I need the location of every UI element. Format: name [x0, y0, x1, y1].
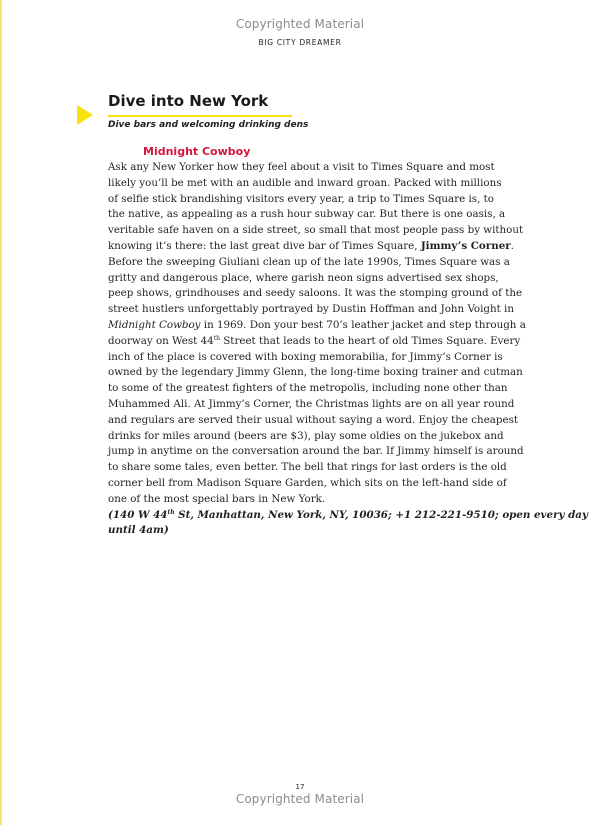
section-arrow-icon	[77, 105, 93, 125]
body-line: one of the most special bars in New York.	[108, 492, 326, 505]
address-text-run: (140 W 44	[108, 508, 168, 521]
film-title: Midnight Cowboy	[108, 318, 201, 331]
body-text-run: knowing it’s there: the last great dive bar of Times Square,	[108, 239, 421, 252]
body-line	[108, 318, 526, 334]
venue-address-hours: until 4am)	[108, 524, 169, 537]
section-subtitle: Dive bars and welcoming drinking dens	[108, 120, 309, 130]
body-text-run: .	[510, 239, 514, 252]
venue-name: Jimmy’s Corner	[420, 239, 511, 252]
title-underline	[108, 115, 292, 117]
body-line: inch of the place is covered with boxing memorabilia, for Jimmy’s Corner is	[108, 350, 503, 363]
body-line: and regulars are served their usual without saying a word. Enjoy the cheapest	[108, 413, 519, 426]
body-line: to some of the greatest fighters of the metropolis, including none other than	[108, 382, 508, 395]
page-number: 17	[295, 783, 305, 791]
body-line: veritable safe haven on a side street, so small that most people pass by without	[108, 224, 524, 237]
ordinal-suffix: th	[167, 508, 175, 516]
body-text-run: doorway on West 44	[108, 334, 214, 347]
body-line: gritty and dangerous place, where garish neon signs advertised sex shops,	[108, 271, 499, 284]
body-line: to share some tales, even better. The bell that rings for last orders is the old	[108, 461, 507, 474]
venue-address	[108, 508, 588, 524]
body-line	[108, 334, 521, 350]
copyright-watermark-bottom: Copyrighted Material	[235, 792, 365, 806]
body-line: street hustlers unforgettably portrayed by Dustin Hoffman and John Voight in	[108, 303, 514, 316]
body-line: peep shows, grindhouses and seedy saloons. It was the stomping ground of the	[108, 287, 523, 300]
body-line: Ask any New Yorker how they feel about a visit to Times Square and most	[108, 161, 495, 173]
body-line: likely you’ll be met with an audible and inward groan. Packed with millions	[108, 176, 502, 189]
body-line: the native, as appealing as a rush hour subway car. But there is one oasis, a	[108, 208, 506, 221]
entry-body	[108, 160, 588, 539]
entry-heading: Midnight Cowboy	[143, 145, 251, 158]
body-text-run: Street that leads to the heart of old Times Square. Every	[219, 334, 521, 347]
body-line: of selfie stick brandishing visitors every year, a trip to Times Square is, to	[108, 192, 494, 205]
ordinal-suffix: th	[213, 334, 220, 342]
body-line: jump in anytime on the conversation around the bar. If Jimmy himself is around	[108, 445, 524, 458]
body-text-run: in 1969. Don your best 70’s leather jacket and step through a	[200, 318, 526, 331]
running-head: BIG CITY DREAMER	[258, 38, 342, 47]
address-text-run: St, Manhattan, New York, NY, 10036; +1 212-221-9510; open every day	[174, 508, 588, 521]
section-title: Dive into New York	[108, 92, 269, 110]
body-line: drinks for miles around (beers are $3), play some oldies on the jukebox and	[108, 429, 504, 442]
body-line: Before the sweeping Giuliani clean up of the late 1990s, Times Square was a	[108, 255, 510, 268]
page-edge-rule	[0, 0, 2, 825]
body-line: corner bell from Madison Square Garden, which sits on the left-hand side of	[108, 476, 507, 489]
body-line	[108, 239, 514, 255]
body-line: Muhammed Ali. At Jimmy’s Corner, the Christmas lights are on all year round	[108, 397, 515, 410]
body-line: owned by the legendary Jimmy Glenn, the long-time boxing trainer and cutman	[108, 366, 523, 379]
copyright-watermark-top: Copyrighted Material	[235, 17, 365, 31]
